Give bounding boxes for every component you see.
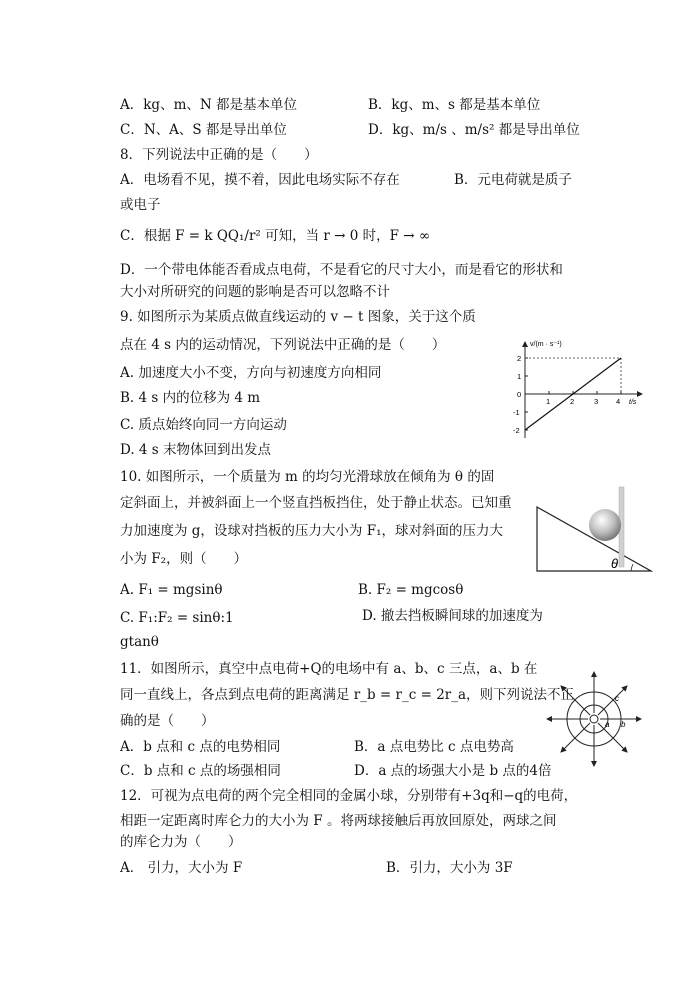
q10-option-a: A. F₁ = mgsinθ	[120, 582, 223, 598]
xtick-3: 3	[594, 397, 599, 406]
q12-stem-line1: 12．可视为点电荷的两个完全相同的金属小球，分别带有+3q和−q的电荷，	[120, 788, 578, 804]
q8-option-d-line1: D．一个带电体能否看成点电荷，不是看它的尺寸大小，而是看它的形状和	[120, 262, 563, 278]
q11-option-c: C．b 点和 c 点的场强相同	[120, 763, 281, 779]
q8-option-a: A．电场看不见，摸不着，因此电场实际不存在	[120, 172, 400, 188]
q12-stem-line3: 的库仑力为（ ）	[120, 834, 242, 850]
xtick-4: 4	[616, 397, 621, 406]
q12-option-b: B．引力，大小为 3F	[386, 860, 513, 876]
q8-option-d-line2: 大小对所研究的问题的影响是否可以忽略不计	[120, 284, 390, 300]
vt-graph	[503, 336, 648, 441]
q10-stem-line1: 10. 如图所示，一个质量为 m 的均匀光滑球放在倾角为 θ 的固	[120, 469, 495, 485]
vt-xlabel: t/s	[629, 399, 637, 406]
q10-stem-line2: 定斜面上，并被斜面上一个竖直挡板挡住，处于静止状态。已知重	[120, 495, 512, 511]
field-lines	[547, 672, 641, 766]
q9-stem-line1: 9. 如图所示为某质点做直线运动的 v − t 图象，关于这个质	[120, 309, 476, 325]
q10-stem-line3: 力加速度为 g，设球对挡板的压力大小为 F₁，球对斜面的压力大	[120, 523, 504, 539]
point-a-label: a	[605, 720, 610, 729]
q9-option-b: B. 4 s 内的位移为 4 m	[120, 390, 261, 406]
q11-stem-line2: 同一直线上，各点到点电荷的距离满足 r_b = r_c = 2r_a，则下列说法不正	[120, 687, 575, 703]
point-b-label: b	[621, 720, 626, 729]
angle-arc	[631, 564, 633, 571]
q7-option-d: D．kg、m/s 、m/s² 都是导出单位	[368, 122, 580, 138]
q10-option-b: B. F₂ = mgcosθ	[358, 582, 464, 598]
q11-option-d: D．a 点的场强大小是 b 点的4倍	[354, 763, 552, 779]
incline-figure	[535, 485, 653, 573]
q8-option-c: C．根据 F = k QQ₁/r² 可知，当 r → 0 时，F → ∞	[120, 228, 431, 244]
q11-option-b: B．a 点电势比 c 点电势高	[354, 739, 514, 755]
ytick-1: 1	[517, 372, 522, 381]
q10-option-d-cont: gtanθ	[120, 634, 159, 650]
q7-option-a: A．kg、m、N 都是基本单位	[120, 97, 297, 113]
angle-theta-label: θ	[611, 556, 619, 571]
charge-point	[590, 715, 598, 723]
ball	[589, 509, 621, 541]
q8-stem: 8．下列说法中正确的是（ ）	[120, 147, 318, 163]
ytick-0: 0	[517, 390, 522, 399]
q8-option-b: B．元电荷就是质子	[454, 172, 572, 188]
q9-option-a: A. 加速度大小不变，方向与初速度方向相同	[120, 365, 382, 381]
q12-stem-line2: 相距一定距离时库仑力的大小为 F 。将两球接触后再放回原处，两球之间	[120, 813, 557, 829]
ytick-2: 2	[517, 354, 522, 363]
ytick-neg1: -1	[513, 408, 520, 417]
q10-option-d: D. 撤去挡板瞬间球的加速度为	[362, 608, 543, 624]
q12-option-a: A． 引力，大小为 F	[120, 860, 243, 876]
q9-option-d: D. 4 s 末物体回到出发点	[120, 442, 272, 458]
point-c-label: c	[615, 694, 619, 703]
q11-option-a: A．b 点和 c 点的电势相同	[120, 739, 281, 755]
field-figure	[543, 668, 645, 770]
vt-ylabel: v/(m · s⁻¹)	[530, 341, 562, 348]
q10-option-c: C. F₁:F₂ = sinθ:1	[120, 610, 234, 626]
q10-stem-line4: 小为 F₂，则（ ）	[120, 551, 248, 567]
q9-option-c: C. 质点始终向同一方向运动	[120, 417, 287, 433]
q11-stem-line3: 确的是（ ）	[120, 713, 215, 729]
xtick-2: 2	[570, 397, 575, 406]
q7-option-b: B．kg、m、s 都是基本单位	[368, 97, 541, 113]
q7-option-c: C．N、A、S 都是导出单位	[120, 122, 287, 138]
q8-option-b-cont: 或电子	[120, 197, 161, 213]
q11-stem-line1: 11．如图所示，真空中点电荷+Q的电场中有 a、b、c 三点，a、b 在	[120, 661, 538, 677]
q9-stem-line2: 点在 4 s 内的运动情况，下列说法中正确的是（ ）	[120, 337, 446, 353]
xtick-1: 1	[546, 397, 551, 406]
ytick-neg2: -2	[513, 426, 520, 435]
